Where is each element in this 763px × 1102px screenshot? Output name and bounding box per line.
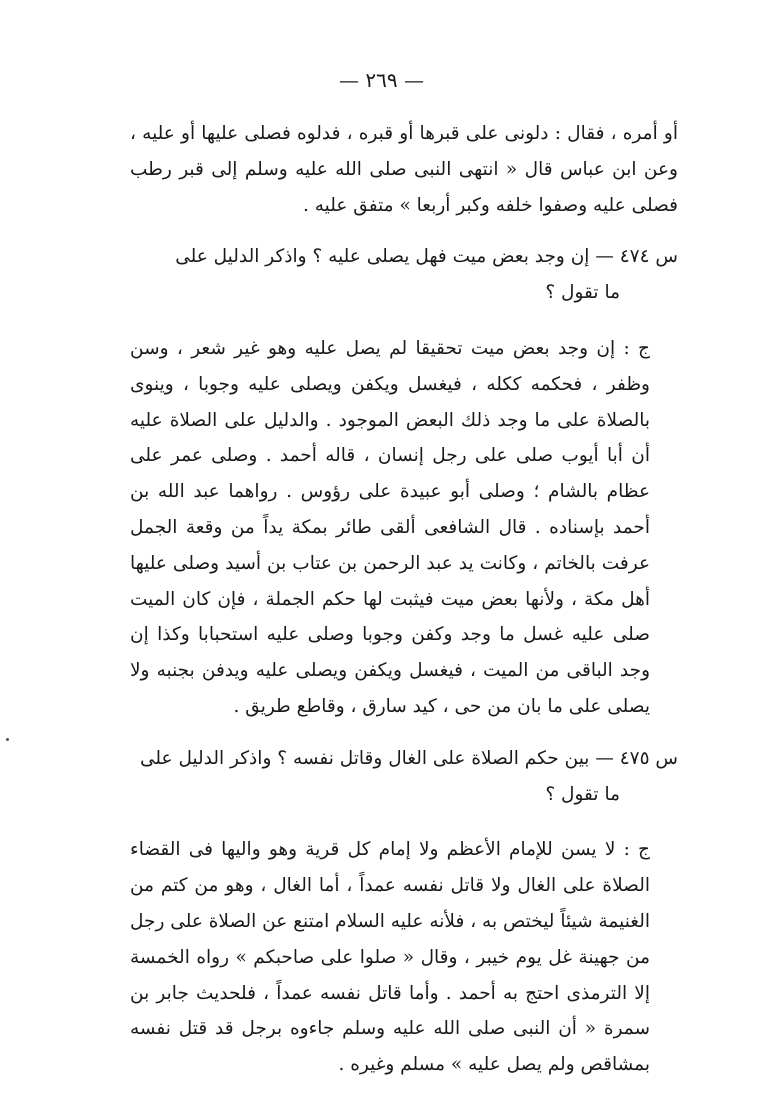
margin-dot [6,738,9,741]
question-474-continuation: ما تقول ؟ [545,282,620,304]
question-474-text: إن وجد بعض ميت فهل يصلى عليه ؟ واذكر الدليل على [175,246,590,268]
answer-475: ج : لا يسن للإمام الأعظم ولا إمام كل قرية وهو واليها فى القضاء الصلاة على الغال ولا قاتل نفسه عمداً ، أما الغال ، وهو من كتم من الغنيمة شيئاً ليختص به ، فلأنه عليه السلام امتنع عن الصلاة على رجل من جهينة غل يوم خيبر ، وقال « صلوا على صاحبكم » رواه الخمسة إلا الترمذى احتج به أحمد . وأما قاتل نفسه عمداً ، فلحديث جابر بن سمرة « أن النبى صلى الله عليه وسلم جاءوه برجل قد قتل نفسه بمشاقص ولم يصل عليه » مسلم وغيره . [130,839,650,1076]
question-475-text: بين حكم الصلاة على الغال وقاتل نفسه ؟ واذكر الدليل على [139,747,590,769]
page-number: — ٢٦٩ — [339,68,424,92]
page-body [130,116,678,1083]
paragraph-intro: أو أمره ، فقال : دلونى على قبرها أو قبره ، فدلوه فصلى عليها أو عليه ، وعن ابن عباس قال « انتهى النبى صلى الله عليه وسلم إلى قبر رطب فصلى عليه وصفوا خلفه وكبر أربعا » متفق عليه . [130,123,678,216]
question-474-label: س ٤٧٤ — [595,246,678,268]
question-474 [130,239,678,275]
question-475-label: س ٤٧٥ — [595,747,678,769]
answer-474: ج : إن وجد بعض ميت تحقيقا لم يصل عليه وهو غير شعر ، وسن وظفر ، فحكمه ككله ، فيغسل ويكفن ويصلى عليه وجوبا ، وينوى بالصلاة على ما وجد ذلك البعض الموجود . والدليل على الصلاة عليه أن أبا أيوب صلى على رجل إنسان ، قاله أحمد . وصلى عمر على عظام بالشام ؛ وصلى أبو عبيدة على رؤوس . رواهما عبد الله بن أحمد بإسناده . قال الشافعى ألقى طائر بمكة يداً من وقعة الجمل عرفت بالخاتم ، وكانت يد عبد الرحمن بن عتاب بن أسيد وصلى عليها أهل مكة ، ولأنها بعض ميت فيثبت لها حكم الجملة ، فإن كان الميت صلى عليه غسل ما وجد وكفن وجوبا وصلى عليه استحبابا وكذا إن وجد الباقى من الميت ، فيغسل ويكفن ويصلى عليه ويدفن بجنبه ولا يصلى على ما بان من حى ، كيد سارق ، وقاطع طريق . [130,337,650,717]
question-475-continuation: ما تقول ؟ [545,783,620,805]
question-475 [130,741,678,777]
